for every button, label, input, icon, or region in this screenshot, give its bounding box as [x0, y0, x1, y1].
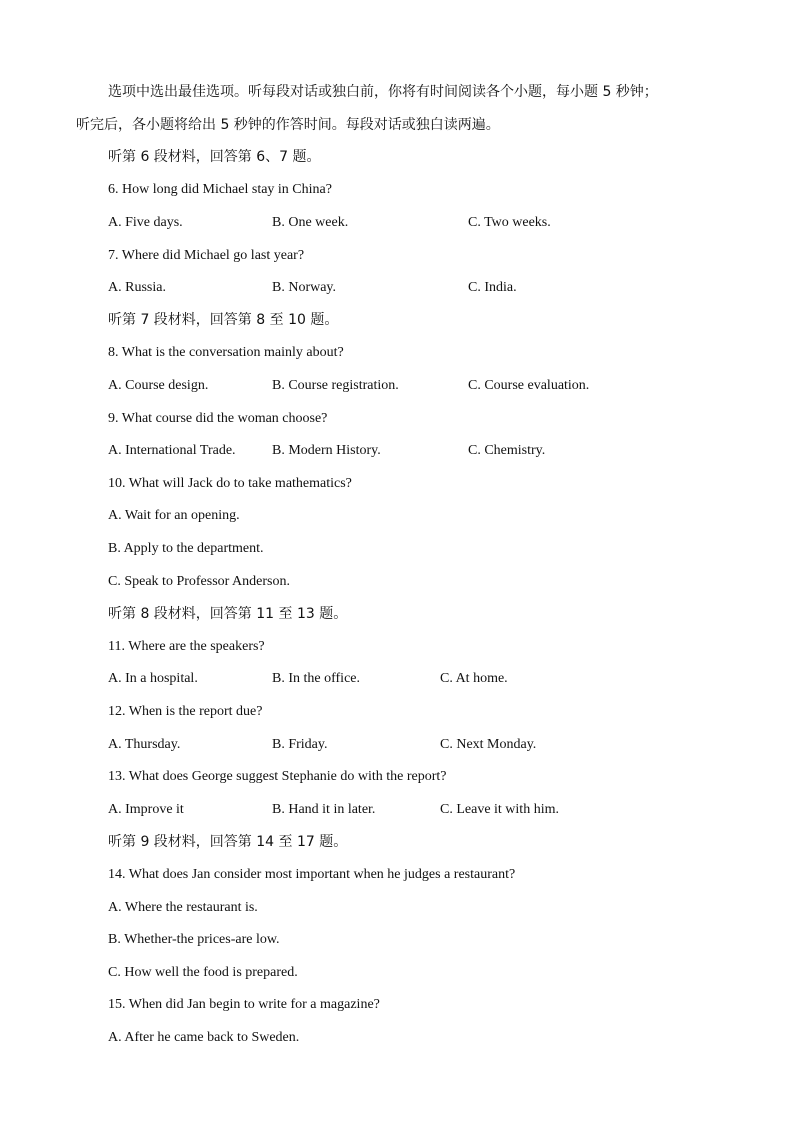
option-a: A. Where the restaurant is. — [108, 900, 258, 915]
option-a: A. Course design. — [108, 378, 209, 393]
options-7 — [0, 279, 793, 297]
option-b: B. In the office. — [272, 671, 360, 686]
options-11 — [0, 670, 793, 688]
options-8 — [0, 377, 793, 395]
option-b: B. Norway. — [272, 280, 337, 295]
option-b: B. Apply to the department. — [108, 541, 264, 556]
option-a: A. Improve it — [108, 802, 184, 817]
question-13: 13. What does George suggest Stephanie do with the report? — [108, 769, 447, 784]
option-b: B. Whether-the prices-are low. — [108, 932, 280, 947]
option-a: A. Five days. — [108, 215, 183, 230]
question-7: 7. Where did Michael go last year? — [108, 248, 305, 263]
option-a: A. Thursday. — [108, 737, 181, 752]
options-12 — [0, 736, 793, 754]
question-6: 6. How long did Michael stay in China? — [108, 182, 332, 197]
question-9: 9. What course did the woman choose? — [108, 411, 328, 426]
option-a: A. Wait for an opening. — [108, 508, 240, 523]
options-9 — [0, 442, 793, 460]
option-a: A. International Trade. — [108, 443, 236, 458]
option-b: B. Hand it in later. — [272, 802, 376, 817]
question-14: 14. What does Jan consider most important when he judges a restaurant? — [108, 867, 516, 882]
option-c: C. Next Monday. — [440, 737, 537, 752]
section-heading: 听第 9 段材料，回答第 14 至 17 题。 — [108, 834, 348, 850]
option-a: A. Russia. — [108, 280, 166, 295]
section-heading: 听第 7 段材料，回答第 8 至 10 题。 — [108, 312, 339, 328]
question-11: 11. Where are the speakers? — [108, 639, 265, 654]
question-10: 10. What will Jack do to take mathematics? — [108, 476, 352, 491]
option-b: B. Modern History. — [272, 443, 381, 458]
option-b: B. Friday. — [272, 737, 328, 752]
option-a: A. In a hospital. — [108, 671, 198, 686]
intro-line-1: 选项中选出最佳选项。听每段对话或独白前，你将有时间阅读各个小题，每小题 5 秒钟； — [108, 84, 658, 100]
option-c: C. Speak to Professor Anderson. — [108, 574, 290, 589]
option-c: C. Leave it with him. — [440, 802, 559, 817]
option-c: C. Course evaluation. — [468, 378, 590, 393]
option-c: C. India. — [468, 280, 517, 295]
option-c: C. Two weeks. — [468, 215, 551, 230]
options-13 — [0, 801, 793, 819]
option-c: C. How well the food is prepared. — [108, 965, 298, 980]
option-a: A. After he came back to Sweden. — [108, 1030, 300, 1045]
option-b: B. One week. — [272, 215, 349, 230]
options-6 — [0, 214, 793, 232]
question-15: 15. When did Jan begin to write for a magazine? — [108, 997, 380, 1012]
option-c: C. At home. — [440, 671, 508, 686]
section-heading: 听第 8 段材料，回答第 11 至 13 题。 — [108, 606, 348, 622]
option-b: B. Course registration. — [272, 378, 399, 393]
question-12: 12. When is the report due? — [108, 704, 263, 719]
section-heading: 听第 6 段材料，回答第 6、7 题。 — [108, 149, 321, 165]
question-8: 8. What is the conversation mainly about? — [108, 345, 344, 360]
intro-line-2: 听完后，各小题将给出 5 秒钟的作答时间。每段对话或独白读两遍。 — [76, 117, 500, 133]
option-c: C. Chemistry. — [468, 443, 546, 458]
